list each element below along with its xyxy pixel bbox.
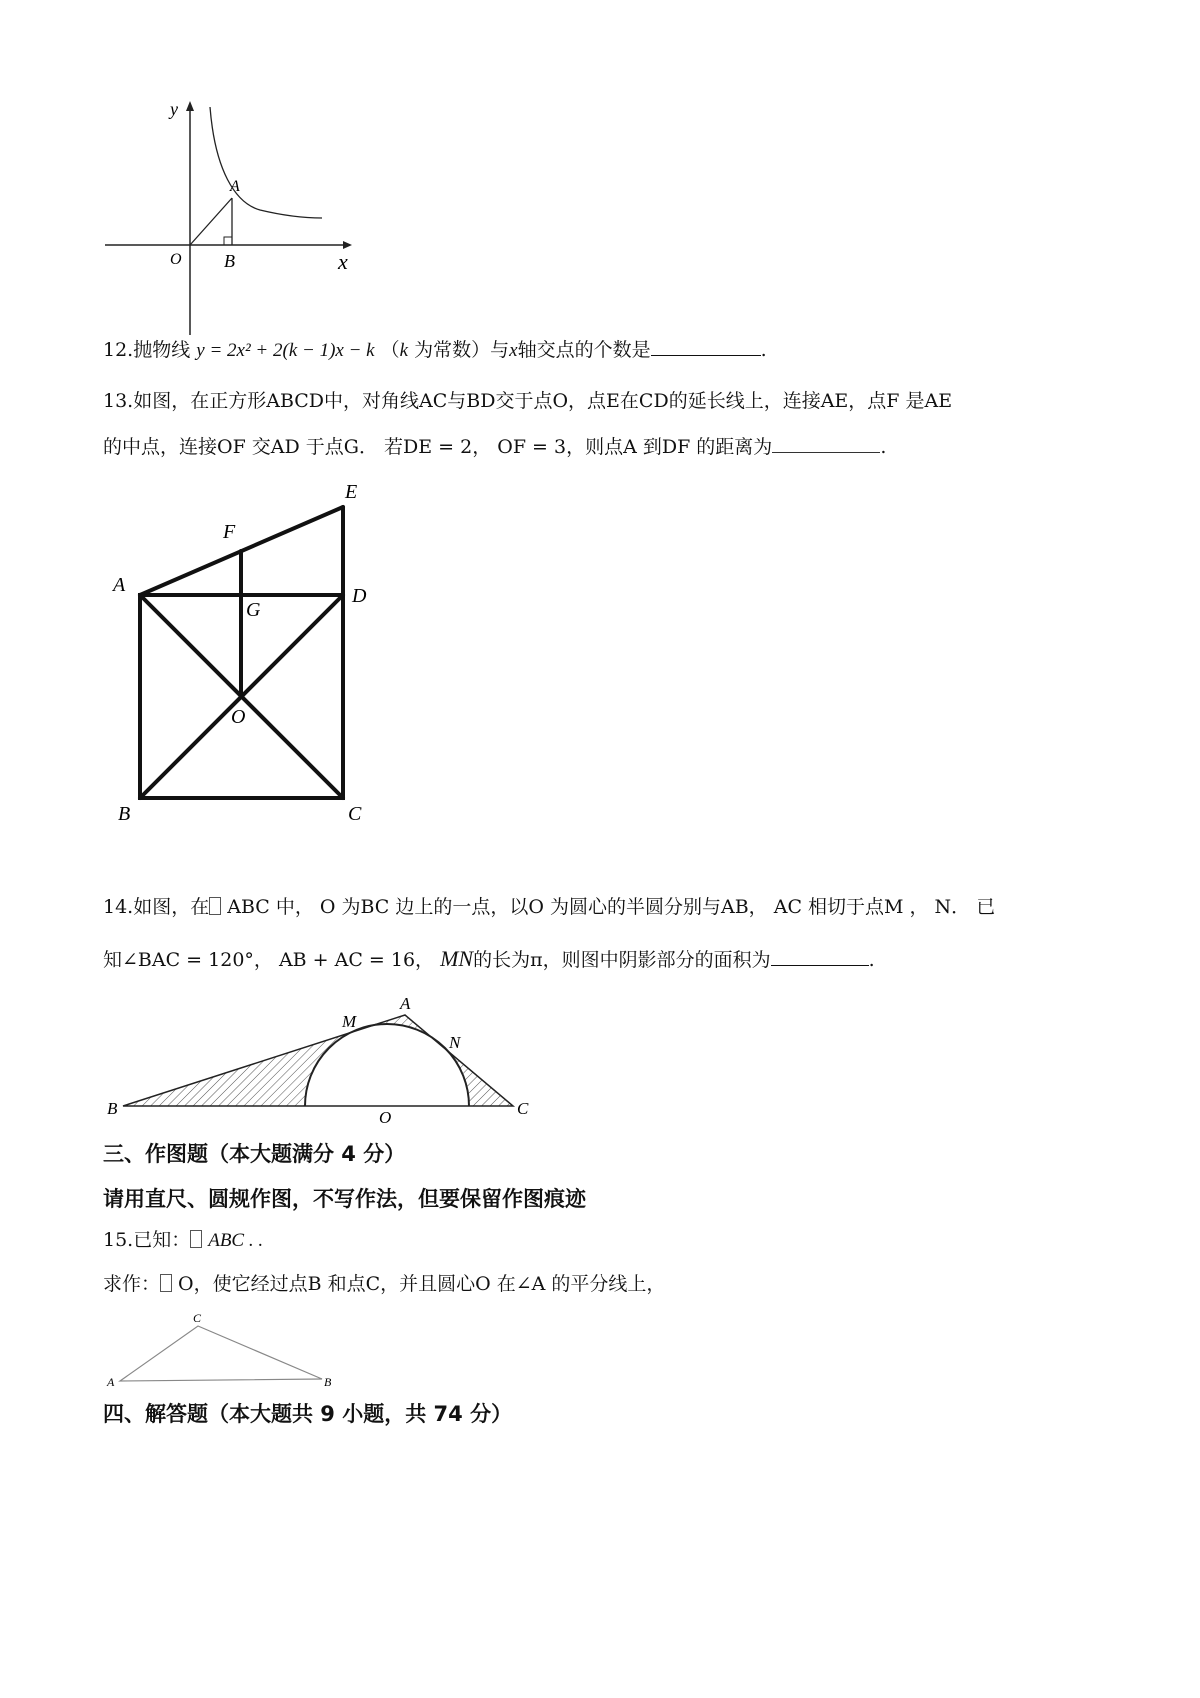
section-3-title: 三、作图题（本大题满分 4 分） xyxy=(103,1142,406,1166)
label-e: E xyxy=(345,481,358,503)
label-c: C xyxy=(517,1099,529,1118)
label-a: A xyxy=(113,574,126,596)
answer-blank-13[interactable] xyxy=(772,434,880,453)
label-c: C xyxy=(193,1311,202,1325)
answer-blank-14[interactable] xyxy=(771,947,869,966)
answer-blank-12[interactable] xyxy=(651,337,761,356)
question-12: 12.抛物线 y = 2x² + 2(k − 1)x − k （k 为常数）与x轴交点的个数是 . xyxy=(103,339,767,361)
triangle-symbol-icon xyxy=(209,897,221,915)
label-o: O xyxy=(379,1108,392,1125)
label-n: N xyxy=(449,1033,461,1052)
label-b: B xyxy=(224,251,235,271)
label-c: C xyxy=(348,803,362,825)
triangle-abc xyxy=(120,1326,322,1381)
segment-oa xyxy=(190,198,232,245)
section-3-instruction: 请用直尺、圆规作图，不写作法，但要保留作图痕迹 xyxy=(103,1187,586,1211)
question-13-line-1: 13.如图，在正方形ABCD中，对角线AC与BD交于点O，点E在CD的延长线上，连接AE，点F 是AE xyxy=(103,390,953,412)
figure-triangle xyxy=(100,1305,345,1390)
section-4-title: 四、解答题（本大题共 9 小题，共 74 分） xyxy=(103,1402,513,1426)
question-15-line-2: 求作： O，使它经过点B 和点C，并且圆心O 在∠A 的平分线上， xyxy=(103,1273,666,1295)
label-a: A xyxy=(107,1375,115,1389)
x-axis-arrow xyxy=(343,241,352,249)
label-x: x xyxy=(338,249,348,274)
question-14-line-2: 知∠BAC = 120°， AB + AC = 16， MN的长为π，则图中阴影部分的面积为 . xyxy=(103,946,875,971)
label-o: O xyxy=(231,706,246,728)
figure-hyperbola xyxy=(100,95,390,340)
label-d: D xyxy=(352,585,367,607)
triangle-symbol-icon xyxy=(190,1230,202,1248)
question-14-line-1: 14.如图，在 ABC 中， O 为BC 边上的一点，以O 为圆心的半圆分别与AB， AC 相切于点M ， N． 已 xyxy=(103,896,996,918)
label-f: F xyxy=(223,521,236,543)
label-b: B xyxy=(107,1099,118,1118)
label-g: G xyxy=(246,599,261,621)
label-o: O xyxy=(170,251,182,268)
question-13-line-2: 的中点，连接OF 交AD 于点G． 若DE = 2， OF = 3，则点A 到DF 的距离为 . xyxy=(103,436,887,458)
circle-symbol-icon xyxy=(160,1274,172,1292)
semicircle xyxy=(305,1024,469,1106)
hyperbola-curve xyxy=(210,107,322,218)
figure-square xyxy=(105,475,405,840)
label-b: B xyxy=(324,1375,332,1389)
arc-mn: MN xyxy=(440,946,474,971)
parabola-equation: y = 2x² + 2(k − 1)x − k xyxy=(196,340,375,361)
figure-semicircle xyxy=(105,990,545,1125)
label-a: A xyxy=(230,178,240,195)
label-a: A xyxy=(400,994,411,1013)
label-b: B xyxy=(118,803,131,825)
label-y: y xyxy=(170,99,178,119)
right-angle-mark xyxy=(224,237,232,245)
label-m: M xyxy=(342,1012,357,1031)
question-15-line-1: 15.已知： ABC . . xyxy=(103,1229,264,1251)
y-axis-arrow xyxy=(186,101,194,111)
